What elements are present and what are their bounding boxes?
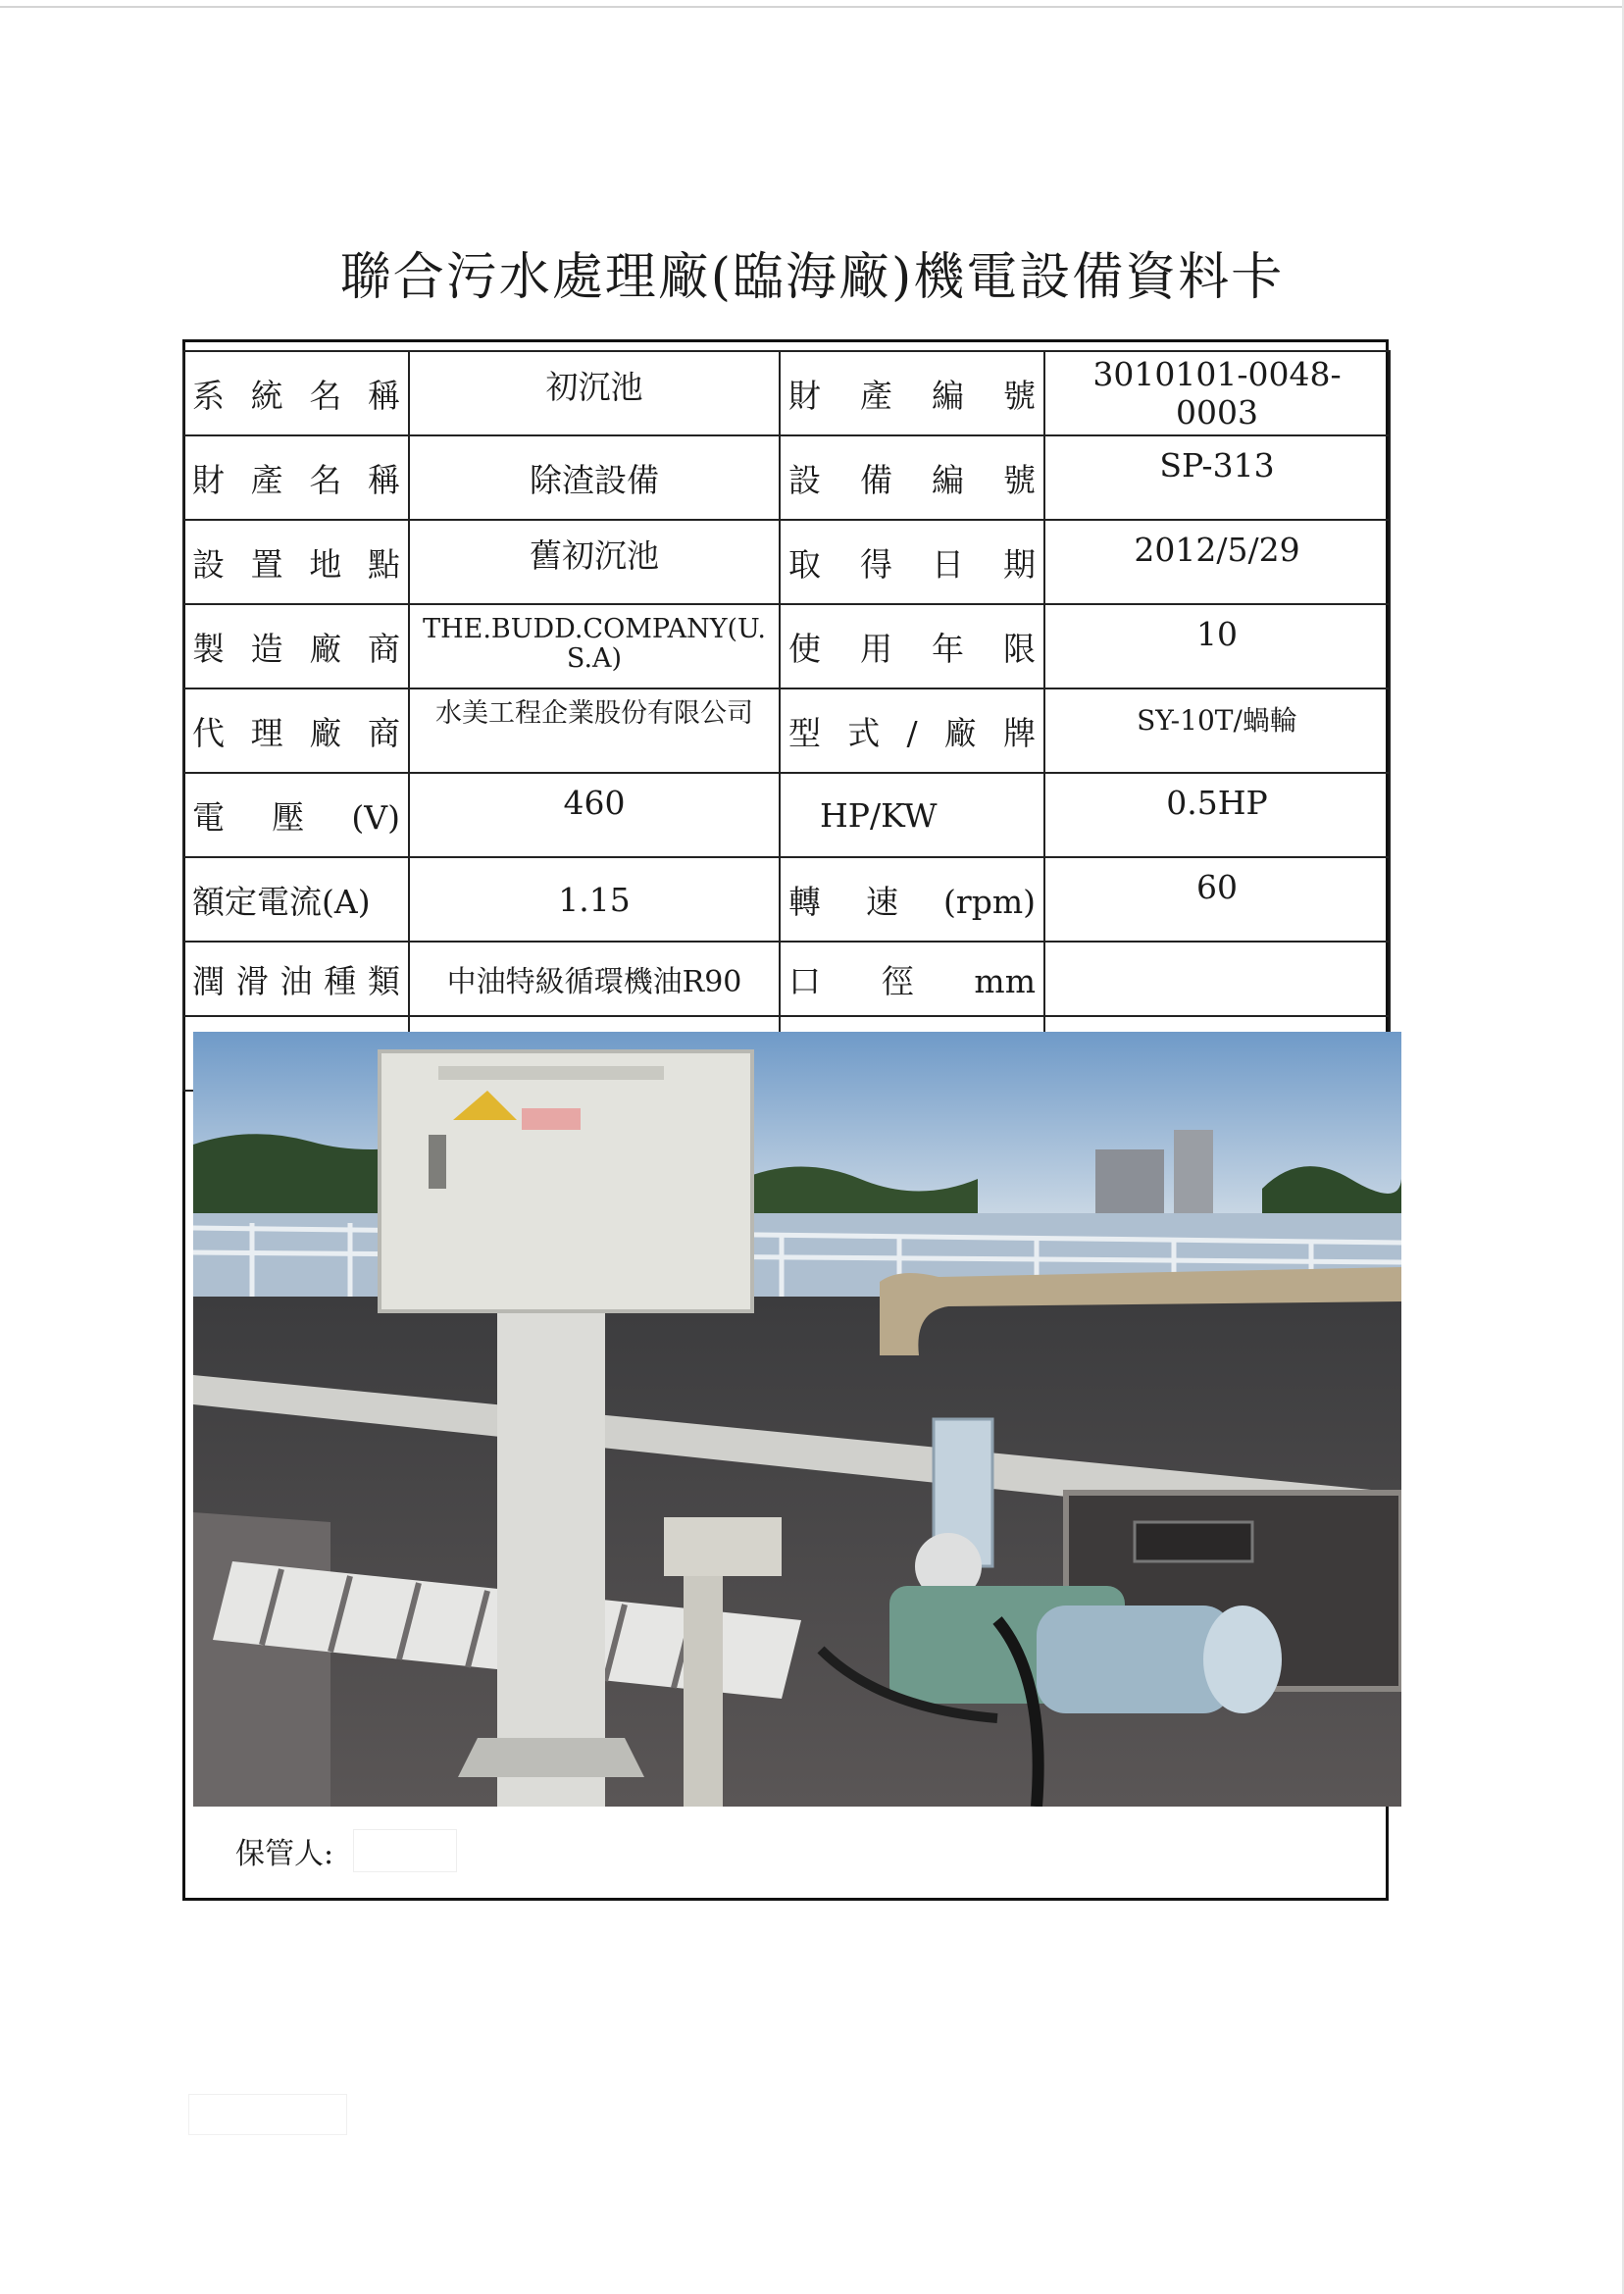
equipment-photo-illustration [193, 1032, 1401, 1807]
label-equipment-number: 設備編號 [780, 435, 1044, 520]
label-diameter: 口徑mm [780, 942, 1044, 1016]
label-asset-number: 財產編號 [780, 351, 1044, 435]
table-row [183, 942, 1390, 1016]
value-model-brand: SY-10T/蝸輪 [1044, 688, 1390, 773]
blank-patch [188, 2094, 347, 2135]
table-row [183, 773, 1390, 857]
table-row [183, 351, 1390, 435]
label-rated-current: 額定電流(A) [183, 857, 409, 942]
table-row [183, 688, 1390, 773]
label-model-brand: 型式/廠牌 [780, 688, 1044, 773]
label-system-name: 系統名稱 [183, 351, 409, 435]
value-asset-number: 3010101-0048-0003 [1044, 351, 1390, 435]
label-agent: 代理廠商 [183, 688, 409, 773]
table-row [183, 520, 1390, 604]
value-location: 舊初沉池 [409, 520, 780, 604]
label-asset-name: 財產名稱 [183, 435, 409, 520]
table-row [183, 857, 1390, 942]
label-manufacturer: 製造廠商 [183, 604, 409, 688]
value-hp-kw: 0.5HP [1044, 773, 1390, 857]
keeper-row [196, 1807, 1402, 1895]
value-service-life: 10 [1044, 604, 1390, 688]
value-asset-name: 除渣設備 [409, 435, 780, 520]
scan-edge-top [0, 6, 1624, 8]
value-acquired-date: 2012/5/29 [1044, 520, 1390, 604]
label-voltage: 電壓(V) [183, 773, 409, 857]
value-manufacturer: THE.BUDD.COMPANY(U.S.A) [409, 604, 780, 688]
value-equipment-number: SP-313 [1044, 435, 1390, 520]
label-hp-kw: HP/KW [780, 773, 1044, 857]
value-lubricant: 中油特級循環機油R90 [409, 942, 780, 1016]
value-diameter [1044, 942, 1390, 1016]
value-rpm: 60 [1044, 857, 1390, 942]
label-location: 設置地點 [183, 520, 409, 604]
value-rated-current: 1.15 [409, 857, 780, 942]
equipment-info-table [182, 350, 1391, 1092]
label-service-life: 使用年限 [780, 604, 1044, 688]
label-lubricant: 潤滑油種類 [183, 942, 409, 1016]
value-voltage: 460 [409, 773, 780, 857]
value-agent: 水美工程企業股份有限公司 [409, 688, 780, 773]
label-rpm: 轉速(rpm) [780, 857, 1044, 942]
table-row [183, 435, 1390, 520]
table-row [183, 604, 1390, 688]
document-title: 聯合污水處理廠(臨海廠)機電設備資料卡 [339, 248, 1285, 307]
value-system-name: 初沉池 [409, 351, 780, 435]
label-acquired-date: 取得日期 [780, 520, 1044, 604]
equipment-photo [193, 1032, 1401, 1807]
keeper-value [353, 1829, 457, 1872]
keeper-label: 保管人: [235, 1837, 334, 1871]
